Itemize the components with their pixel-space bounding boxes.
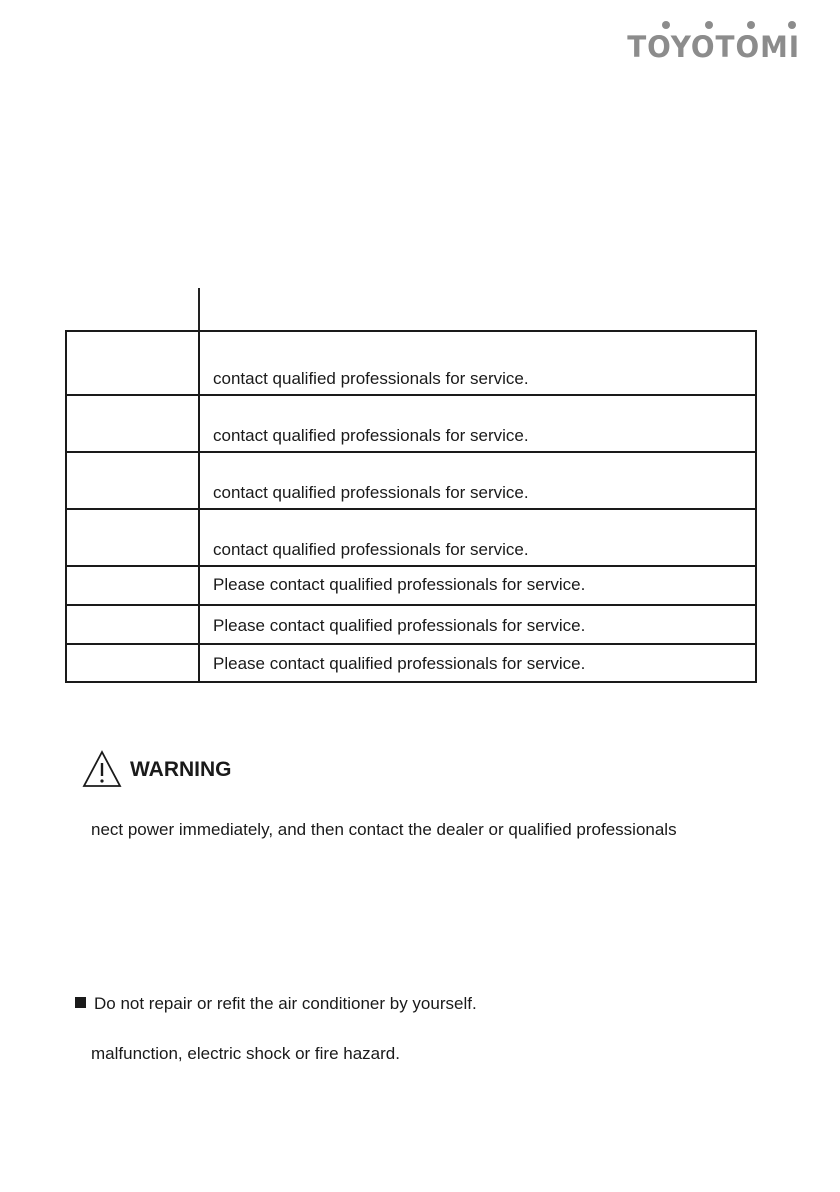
table-row bbox=[67, 451, 755, 509]
table-row bbox=[67, 508, 755, 566]
row-description: contact qualified professionals for service. bbox=[213, 369, 529, 388]
table-row bbox=[67, 604, 755, 644]
brand-logo bbox=[627, 18, 800, 68]
row-description: contact qualified professionals for service. bbox=[213, 483, 529, 502]
row-description: contact qualified professionals for service. bbox=[213, 426, 529, 445]
error-code-table bbox=[65, 330, 757, 683]
table-header-divider bbox=[198, 288, 200, 330]
note-followup-text: malfunction, electric shock or fire hazard. bbox=[91, 1044, 400, 1063]
table-row bbox=[67, 643, 755, 683]
row-description: contact qualified professionals for service. bbox=[213, 540, 529, 559]
table-row bbox=[67, 332, 755, 395]
row-description: Please contact qualified professionals for service. bbox=[213, 575, 586, 594]
table-row bbox=[67, 565, 755, 605]
bullet-text: Do not repair or refit the air conditioner by yourself. bbox=[94, 994, 477, 1013]
square-bullet-icon bbox=[75, 997, 86, 1008]
bullet-item bbox=[75, 994, 477, 1014]
table-row bbox=[67, 394, 755, 452]
logo-text: TOYOTOMI bbox=[627, 30, 800, 64]
warning-text-line: nect power immediately, and then contact the dealer or qualified professionals bbox=[91, 820, 677, 839]
row-description: Please contact qualified professionals for service. bbox=[213, 654, 586, 673]
warning-triangle-icon bbox=[82, 750, 122, 788]
warning-title: WARNING bbox=[130, 758, 232, 781]
row-description: Please contact qualified professionals for service. bbox=[213, 616, 586, 635]
logo-dots bbox=[630, 18, 800, 30]
